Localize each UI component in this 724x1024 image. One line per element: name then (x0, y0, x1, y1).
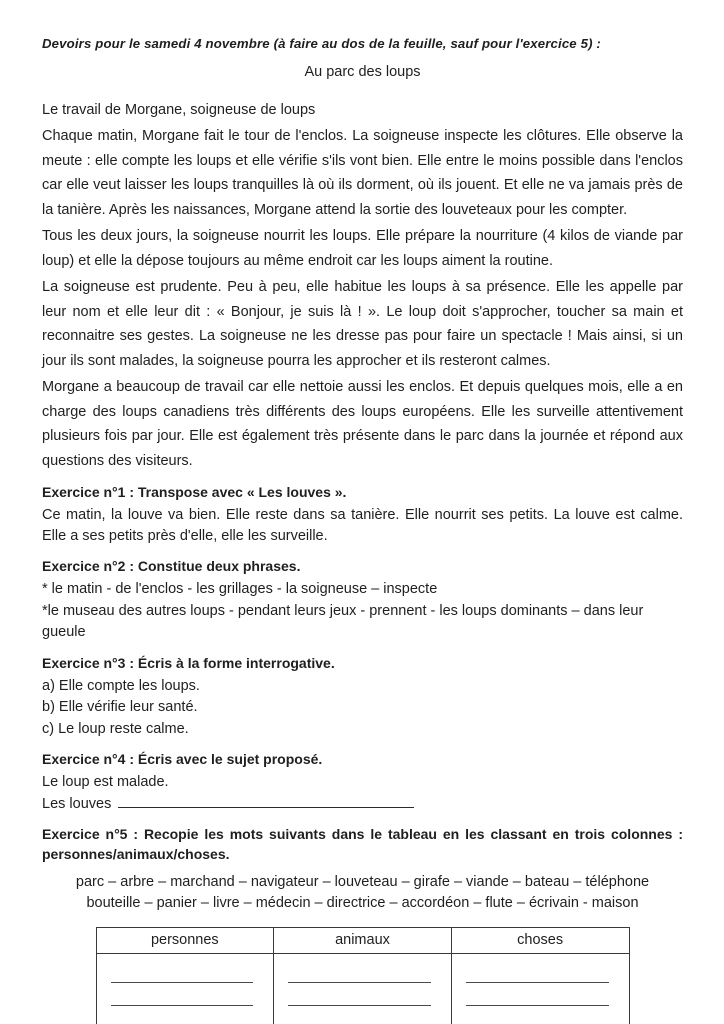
blank-write-line (288, 982, 431, 1006)
blank-write-line (111, 1005, 254, 1024)
paragraph-2: Tous les deux jours, la soigneuse nourrit les loups. Elle prépare la nourriture (4 kilos de viande par loup) et elle la dépose toujours au même endroit car les loups aiment la routine. (42, 228, 683, 269)
exercise-3-item-b: b) Elle vérifie leur santé. (42, 699, 198, 715)
exercise-3-heading: Exercice n°3 : Écris à la forme interrogative. (42, 654, 335, 671)
exercise-5-heading: Exercice n°5 : Recopie les mots suivants dans le tableau en les classant en trois colonnes : personnes/animaux/choses. (42, 826, 683, 862)
exercise-2-item-1: * le matin - de l'enclos - les grillages - la soigneuse – inspecte (42, 581, 438, 597)
exercise-4-heading: Exercice n°4 : Écris avec le sujet proposé. (42, 751, 323, 767)
table-blank-row (96, 954, 629, 984)
blank-write-line (288, 1005, 431, 1024)
word-list-line-2: bouteille – panier – livre – médecin – directrice – accordéon – flute – écrivain - maison (86, 895, 639, 911)
blank-write-line (466, 1005, 609, 1024)
exercise-3-item-a: a) Elle compte les loups. (42, 677, 200, 694)
exercise-3-item-c: c) Le loup reste calme. (42, 720, 189, 737)
classification-table-body (96, 954, 629, 1024)
exercise-1-body: Ce matin, la louve va bien. Elle reste dans sa tanière. Elle nourrit ses petits. La louve est calme. Elle a ses petits près d'elle, elle les surveille. (42, 507, 683, 544)
exercise-2-item-2: *le museau des autres loups - pendant leurs jeux - prennent - les loups dominants – dans leur gueule (42, 602, 644, 640)
exercise-4-answer-line (42, 794, 683, 816)
exercise-4-body (42, 772, 683, 815)
exercise-4-answer-prefix: Les louves (42, 795, 112, 812)
blank-write-line (111, 982, 254, 1006)
exercise-4-sentence: Le loup est malade. (42, 774, 169, 790)
paragraph-4: Morgane a beaucoup de travail car elle nettoie aussi les enclos. Et depuis quelques mois, elle a en charge des loups canadiens très différents des loups européens. Elle les surveille attentivement plusieurs fois par jour. Elle est également très présente dans le parc dans la journée et répond aux questions des visiteurs. (42, 379, 683, 469)
classification-table (96, 927, 630, 1024)
answer-blank-line (118, 794, 414, 808)
column-header-personnes: personnes (96, 928, 274, 954)
blank-write-line (466, 959, 609, 983)
table-blank-row (96, 983, 629, 1006)
exercise-2-list (42, 579, 683, 644)
blank-write-line (288, 959, 431, 983)
column-header-choses: choses (451, 928, 629, 954)
classification-table-header (96, 928, 629, 954)
paragraph-1: Chaque matin, Morgane fait le tour de l'enclos. La soigneuse inspecte les clôtures. Elle observe la meute : elle compte les loups et elle vérifie s'ils vont bien. Elle entre le moins possible dans l'enclos car elle veut laisser les loups tranquilles là où ils dorment, où ils jouent. Et elle ne va jamais près de la tanière. Après les naissances, Morgane attend la sortie des louveteaux pour les compter. (42, 128, 683, 218)
exercise-3-list (42, 676, 683, 741)
word-list (42, 872, 683, 914)
column-header-animaux: animaux (274, 928, 452, 954)
text-title: Au parc des loups (304, 64, 421, 80)
table-blank-row (96, 1006, 629, 1024)
blank-write-line (111, 959, 254, 983)
blank-write-line (466, 982, 609, 1006)
word-list-line-1: parc – arbre – marchand – navigateur – louveteau – girafe – viande – bateau – téléphone (75, 874, 650, 890)
exercise-2-heading: Exercice n°2 : Constitue deux phrases. (42, 558, 301, 574)
text-subtitle: Le travail de Morgane, soigneuse de loups (42, 102, 316, 118)
homework-instruction-header: Devoirs pour le samedi 4 novembre (à faire au dos de la feuille, sauf pour l'exercice 5) : (42, 36, 601, 51)
exercise-1-heading: Exercice n°1 : Transpose avec « Les louves ». (42, 484, 347, 500)
paragraph-3: La soigneuse est prudente. Peu à peu, elle habitue les loups à sa présence. Elle les appelle par leur nom et elle leur dit : « Bonjour, je suis là ! ». Le loup doit s'approcher, toucher sa main et reconnaitre ses gestes. La soigneuse ne les dresse pas pour faire un spectacle ! Mais ainsi, si un jour ils sont malades, la soigneuse pourra les approcher et ils resteront calmes. (42, 279, 683, 369)
